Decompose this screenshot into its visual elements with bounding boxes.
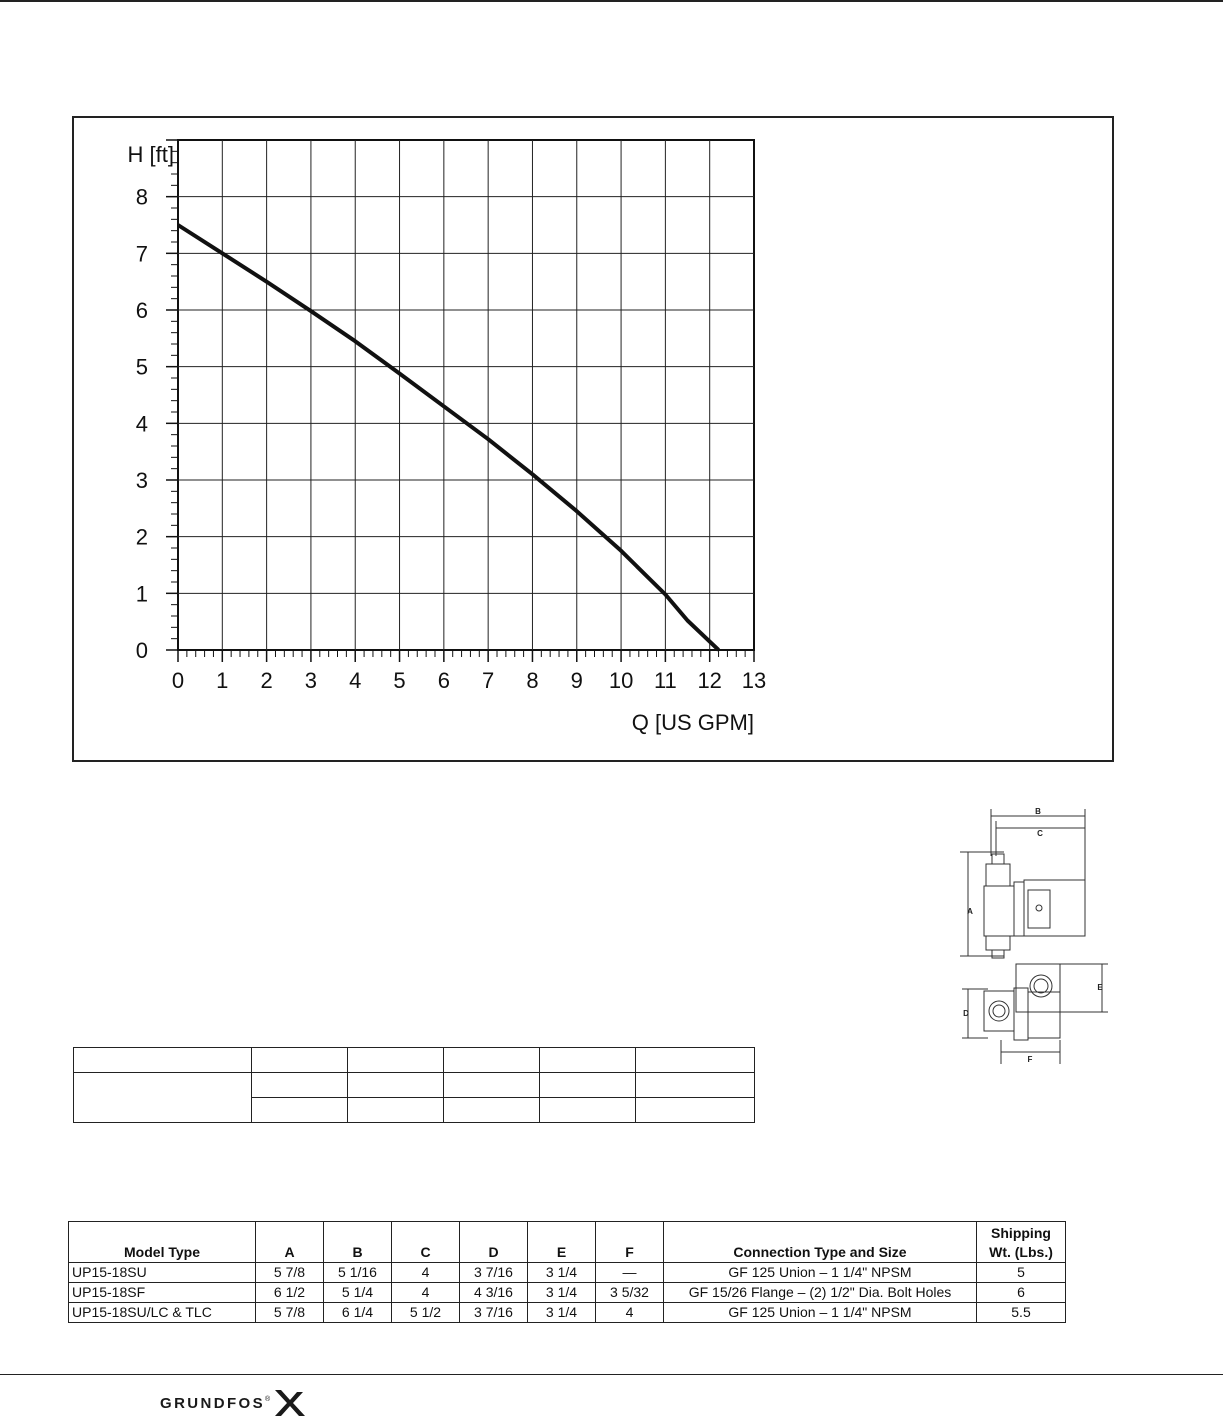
cell-b: 6 1/4 [324, 1303, 392, 1323]
dim-label-d: D [963, 1009, 969, 1018]
x-tick-label: 6 [437, 668, 450, 693]
cell-b: 5 1/4 [324, 1283, 392, 1303]
col-header-f: F [596, 1222, 664, 1263]
cell-e: 3 1/4 [528, 1263, 596, 1283]
spec-cell [636, 1098, 755, 1123]
cell-e: 3 1/4 [528, 1283, 596, 1303]
dimensions-table [68, 1221, 1066, 1323]
dimensions-header-row [69, 1222, 1066, 1263]
col-header-model: Model Type [69, 1222, 256, 1263]
dim-label-e: E [1097, 983, 1103, 992]
cell-connection: GF 125 Union – 1 1/4" NPSM [664, 1263, 977, 1283]
y-tick-label: 7 [135, 241, 148, 267]
x-tick-label: 11 [653, 668, 677, 693]
cell-c: 5 1/2 [392, 1303, 460, 1323]
performance-curve-chart [74, 118, 1116, 764]
performance-curve [178, 225, 719, 650]
bottom-rule [0, 1374, 1223, 1375]
spec-cell [444, 1073, 540, 1098]
performance-chart-frame [72, 116, 1114, 762]
cell-c: 4 [392, 1263, 460, 1283]
dim-label-b: B [1035, 807, 1041, 816]
spec-cell [74, 1073, 252, 1123]
cell-f: 4 [596, 1303, 664, 1323]
y-tick-label: 8 [135, 184, 148, 210]
table-row [69, 1303, 1066, 1323]
x-tick-label: 4 [349, 668, 362, 693]
spec-cell [252, 1048, 348, 1073]
cell-c: 4 [392, 1283, 460, 1303]
cell-model: UP15-18SU [69, 1263, 256, 1283]
cell-a: 6 1/2 [256, 1283, 324, 1303]
spec-cell [252, 1073, 348, 1098]
cell-d: 4 3/16 [460, 1283, 528, 1303]
col-header-b: B [324, 1222, 392, 1263]
cell-a: 5 7/8 [256, 1303, 324, 1323]
spec-row [74, 1048, 755, 1073]
cell-b: 5 1/16 [324, 1263, 392, 1283]
col-header-d: D [460, 1222, 528, 1263]
dim-label-a: A [967, 907, 973, 916]
top-rule [0, 0, 1223, 2]
col-header-weight: Shipping Wt. (Lbs.) [977, 1222, 1066, 1263]
cell-connection: GF 15/26 Flange – (2) 1/2" Dia. Bolt Holes [664, 1283, 977, 1303]
col-header-e: E [528, 1222, 596, 1263]
grundfos-x-icon [273, 1388, 307, 1418]
grundfos-logo [160, 1388, 307, 1418]
y-tick-label: 3 [135, 468, 148, 493]
dim-label-f: F [1027, 1055, 1033, 1064]
col-header-connection: Connection Type and Size [664, 1222, 977, 1263]
table-row [69, 1283, 1066, 1303]
spec-cell [636, 1048, 755, 1073]
spec-row [74, 1073, 755, 1098]
spec-cell [348, 1048, 444, 1073]
logo-registered-mark: ® [265, 1395, 271, 1403]
spec-cell [74, 1048, 252, 1073]
x-tick-label: 12 [697, 668, 722, 693]
col-header-c: C [392, 1222, 460, 1263]
spec-cell [444, 1048, 540, 1073]
y-tick-label: 4 [135, 411, 148, 437]
pump-dimension-drawing [948, 806, 1118, 1068]
x-tick-label: 2 [260, 668, 273, 693]
cell-weight: 5.5 [977, 1303, 1066, 1323]
x-tick-label: 7 [482, 668, 495, 693]
spec-cell [444, 1098, 540, 1123]
cell-model: UP15-18SU/LC & TLC [69, 1303, 256, 1323]
x-tick-label: 3 [304, 668, 318, 693]
cell-weight: 6 [977, 1283, 1066, 1303]
y-tick-label: 5 [135, 354, 148, 380]
x-tick-label: 0 [171, 668, 185, 693]
x-tick-label: 13 [741, 668, 767, 693]
col-header-a: A [256, 1222, 324, 1263]
y-tick-label: 2 [135, 524, 148, 550]
spec-cell [636, 1073, 755, 1098]
x-tick-label: 10 [608, 668, 634, 693]
cell-model: UP15-18SF [69, 1283, 256, 1303]
cell-e: 3 1/4 [528, 1303, 596, 1323]
spec-cell [540, 1073, 636, 1098]
x-tick-label: 1 [216, 668, 229, 693]
dim-label-c: C [1037, 829, 1043, 838]
x-tick-label: 5 [393, 668, 406, 693]
spec-cell [348, 1073, 444, 1098]
spec-cell [540, 1098, 636, 1123]
table-row [69, 1263, 1066, 1283]
y-tick-label: 0 [135, 638, 148, 663]
plot-frame [178, 140, 754, 650]
specification-grid [73, 1047, 755, 1123]
y-axis-label: H [ft] [127, 142, 174, 167]
x-axis-label: Q [US GPM] [631, 710, 754, 735]
x-tick-label: 8 [526, 668, 539, 693]
spec-cell [348, 1098, 444, 1123]
cell-d: 3 7/16 [460, 1303, 528, 1323]
spec-cell [252, 1098, 348, 1123]
cell-weight: 5 [977, 1263, 1066, 1283]
cell-d: 3 7/16 [460, 1263, 528, 1283]
y-tick-label: 1 [135, 581, 148, 607]
x-tick-label: 9 [570, 668, 583, 693]
spec-cell [540, 1048, 636, 1073]
cell-f: 3 5/32 [596, 1283, 664, 1303]
cell-connection: GF 125 Union – 1 1/4" NPSM [664, 1303, 977, 1323]
cell-f: — [596, 1263, 664, 1283]
cell-a: 5 7/8 [256, 1263, 324, 1283]
logo-wordmark: GRUNDFOS [160, 1394, 266, 1412]
y-tick-label: 6 [135, 298, 148, 323]
